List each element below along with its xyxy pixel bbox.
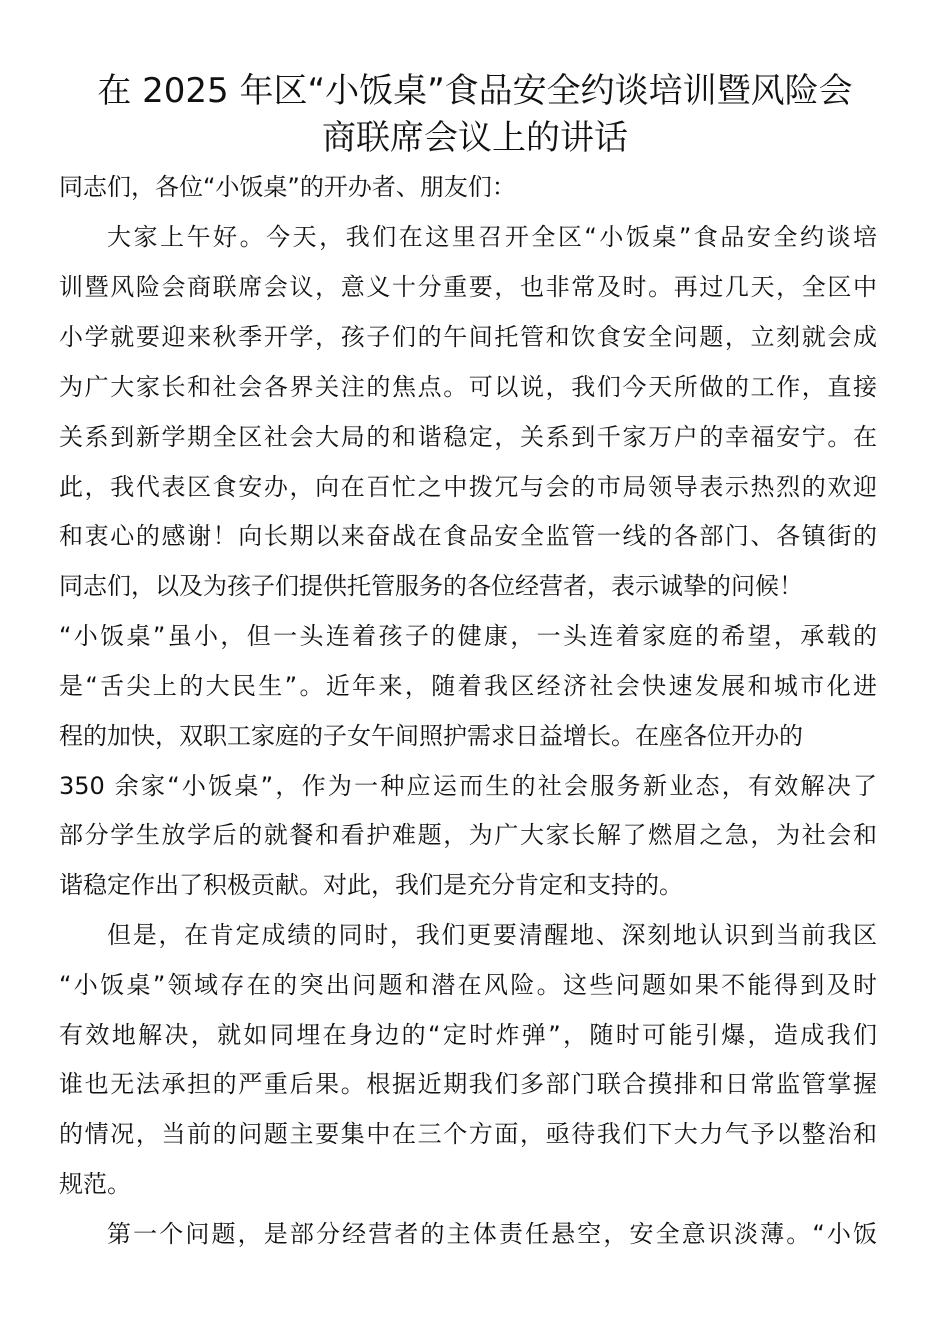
body-line: 为广大家长和社会各界关注的焦点。可以说，我们今天所做的工作，直接 bbox=[59, 373, 877, 401]
body-line: 同志们，以及为孩子们提供托管服务的各位经营者，表示诚挚的问候！ bbox=[59, 572, 803, 600]
body-line: 但是，在肯定成绩的同时，我们更要清醒地、深刻地认识到当前我区 bbox=[107, 921, 877, 949]
body-line: 规范。 bbox=[59, 1170, 131, 1198]
body-line: 是“舌尖上的大民生”。近年来，随着我区经济社会快速发展和城市化进 bbox=[59, 672, 877, 700]
speech-title-line-1: 在 2025 年区“小饭桌”食品安全约谈培训暨风险会 bbox=[97, 71, 853, 111]
body-line: 谐稳定作出了积极贡献。对此，我们是充分肯定和支持的。 bbox=[59, 871, 683, 899]
body-line: 程的加快，双职工家庭的子女午间照护需求日益增长。在座各位开办的 bbox=[59, 722, 803, 750]
body-line: 训暨风险会商联席会议，意义十分重要，也非常及时。再过几天，全区中 bbox=[59, 273, 877, 301]
body-line: 的情况，当前的问题主要集中在三个方面，亟待我们下大力气予以整治和 bbox=[59, 1120, 877, 1148]
body-line: 350 余家“小饭桌”，作为一种应运而生的社会服务新业态，有效解决了 bbox=[59, 772, 877, 800]
body-line: 和衷心的感谢！向长期以来奋战在食品安全监管一线的各部门、各镇街的 bbox=[59, 522, 877, 550]
salutation: 同志们，各位“小饭桌”的开办者、朋友们： bbox=[59, 173, 516, 201]
body-line: 有效地解决，就如同埋在身边的“定时炸弹”，随时可能引爆，造成我们 bbox=[59, 1021, 877, 1049]
body-line: 关系到新学期全区社会大局的和谐稳定，关系到千家万户的幸福安宁。在 bbox=[59, 423, 877, 451]
speech-title-line-2: 商联席会议上的讲话 bbox=[322, 118, 628, 158]
body-line: 小学就要迎来秋季开学，孩子们的午间托管和饮食安全问题，立刻就会成 bbox=[59, 323, 877, 351]
body-line: 谁也无法承担的严重后果。根据近期我们多部门联合摸排和日常监管掌握 bbox=[59, 1070, 877, 1098]
body-line: 部分学生放学后的就餐和看护难题，为广大家长解了燃眉之急，为社会和 bbox=[59, 821, 877, 849]
body-line: “小饭桌”领域存在的突出问题和潜在风险。这些问题如果不能得到及时 bbox=[59, 971, 877, 999]
body-line: “小饭桌”虽小，但一头连着孩子的健康，一头连着家庭的希望，承载的 bbox=[59, 622, 877, 650]
body-line: 大家上午好。今天，我们在这里召开全区“小饭桌”食品安全约谈培 bbox=[107, 223, 877, 251]
body-line: 第一个问题，是部分经营者的主体责任悬空，安全意识淡薄。“小饭 bbox=[107, 1220, 877, 1248]
body-line: 此，我代表区食安办，向在百忙之中拨冗与会的市局领导表示热烈的欢迎 bbox=[59, 473, 877, 501]
